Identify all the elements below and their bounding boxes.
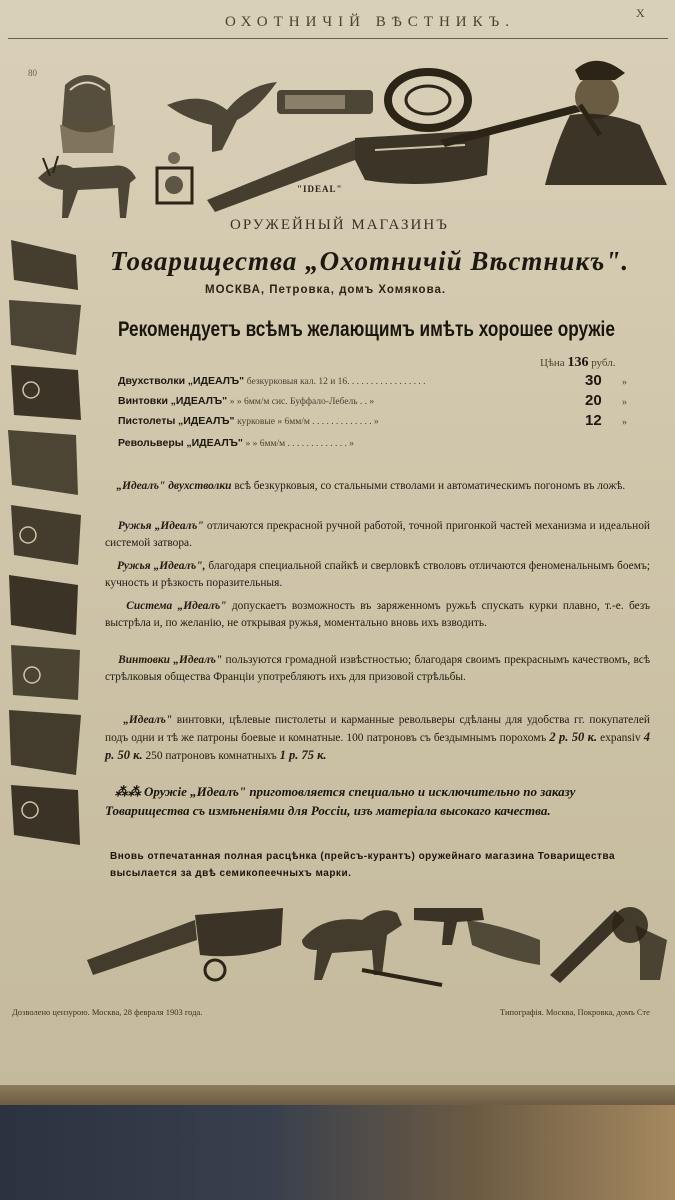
price-header-value: 136 [567, 355, 589, 370]
hunting-bag-engraving [55, 65, 120, 155]
paragraph-special-order: ⁂⁂ Оружіе „Идеалъ" приготовляется специально и исключительно по заказу Товарищества съ измѣненіями для Россіи, изъ матеріала высокаго качества. [105, 784, 576, 818]
page-header-title: ОХОТНИЧІЙ ВѢСТНИКЪ. [225, 14, 515, 30]
price-row-name: Пистолеты [118, 415, 176, 427]
price-unit: » [622, 417, 627, 428]
cartridge-engraving [275, 82, 375, 122]
rifleman-engraving [435, 45, 667, 185]
price-row-spec: курковые » 6мм/м . . . . . . . . . . . . . » [237, 417, 379, 427]
price-value: 30 [585, 372, 602, 389]
price-row-brand: „ИДЕАЛЪ" [177, 415, 235, 427]
price-row-brand: „ИДЕАЛЪ" [187, 375, 245, 387]
left-gun-column-engraving [6, 235, 86, 875]
revolver-engraving [545, 885, 670, 985]
price-value: 12 [585, 412, 602, 429]
paragraph-catalog: Вновь отпечатанная полная расцѣнка (прейсъ-курантъ) оружейнаго магазина Товарищества высылается за двѣ семикопеечныхъ марки. [110, 851, 616, 879]
ornament-icon: ⁂⁂ [114, 784, 141, 799]
price-row-spec: » » 6мм/м сис. Буффало-Лебель . . » [229, 397, 375, 407]
price-header [540, 355, 615, 371]
ideal-label: "IDEAL" [297, 184, 343, 194]
footer-censorship: Дозволено цензурою. Москва, 28 февраля 1903 года. [12, 1007, 203, 1017]
price-row-spec: » » 6мм/м . . . . . . . . . . . . . » [245, 439, 354, 449]
price-row [118, 395, 374, 407]
bottom-shotgun-engraving [85, 900, 285, 990]
price-row [118, 437, 354, 449]
pistol-hand-engraving [412, 900, 542, 970]
paragraph-cartridges: „Идеалъ" винтовки, цѣлевые пистолеты и карманные револьверы сдѣланы для удобства гг. покупателей подъ одни и тѣ же патроны боевые и комнатные. 100 патроновъ съ бездымнымъ порохомъ 2 р. 50 к. expansiv 4 р. 50 к. 250 патроновъ комнатныхъ 1 р. 75 к. [105, 714, 651, 762]
price-unit: » [622, 377, 627, 388]
desk-background [0, 1105, 675, 1200]
medal-engraving [152, 150, 197, 210]
paragraph-rifles-fame: Винтовки „Идеалъ" пользуются громадной извѣстностью; благодаря своимъ прекраснымъ качествомъ, всѣ стрѣлковыя общества Франціи употребляютъ ихъ для призовой стрѣльбы. [105, 654, 651, 683]
price-row-brand: „ИДЕАЛЪ" [186, 437, 243, 449]
paragraph-system: Система „Идеалъ" допускаетъ возможность въ заряженномъ ружьѣ спускать курки плавно, т.-е. безъ выстрѣла и, по желанію, не открывая ружья, моментально вновь ихъ взводить. [105, 600, 650, 629]
paragraph-rifles-barrels: Ружья „Идеалъ", благодаря специальной спайкѣ и сверловкѣ стволовъ отличаются феноменальнымъ боемъ; кучность и рѣзкость поразительныя. [105, 560, 650, 589]
address: МОСКВА, Петровка, домъ Хомякова. [205, 284, 447, 296]
price-row-name: Двухстволки [118, 375, 186, 387]
deer-engraving [18, 148, 148, 223]
shop-line: ОРУЖЕЙНЫЙ МАГАЗИНЪ [230, 217, 449, 233]
price-row-brand: „ИДЕАЛЪ" [170, 395, 228, 407]
corner-mark: X [636, 6, 645, 20]
price-value: 20 [585, 392, 602, 409]
price-header-label: Цѣна [540, 357, 565, 369]
price-unit: » [622, 397, 627, 408]
header-rule [8, 38, 668, 39]
price-row [118, 375, 426, 387]
paragraph-double-barrels: „Идеалъ" двухстволки всѣ безкурковыя, со стальными стволами и автоматическимъ погономъ въ ложѣ. [116, 480, 626, 492]
price-header-unit: рубл. [591, 357, 616, 369]
footer-printer: Типографія. Москва, Покровка, домъ Сте [500, 1007, 650, 1017]
recommendation-headline: Рекомендуетъ всѣмъ желающимъ имѣть хорошее оружіе [118, 318, 615, 341]
price-row-name: Винтовки [118, 395, 168, 407]
page-number: 80 [28, 68, 37, 78]
company-title: Товарищества „Охотничій Вѣстникъ". [110, 246, 630, 276]
price-row-spec: безкурковыя кал. 12 и 16. . . . . . . . . . . . . . . . . [246, 377, 426, 387]
price-row-name: Револьверы [118, 437, 184, 449]
price-row [118, 415, 379, 427]
paragraph-rifles-work: Ружья „Идеалъ" отличаются прекрасной ручной работой, точной пригонкой частей механизма и идеальной системой затвора. [105, 520, 650, 549]
